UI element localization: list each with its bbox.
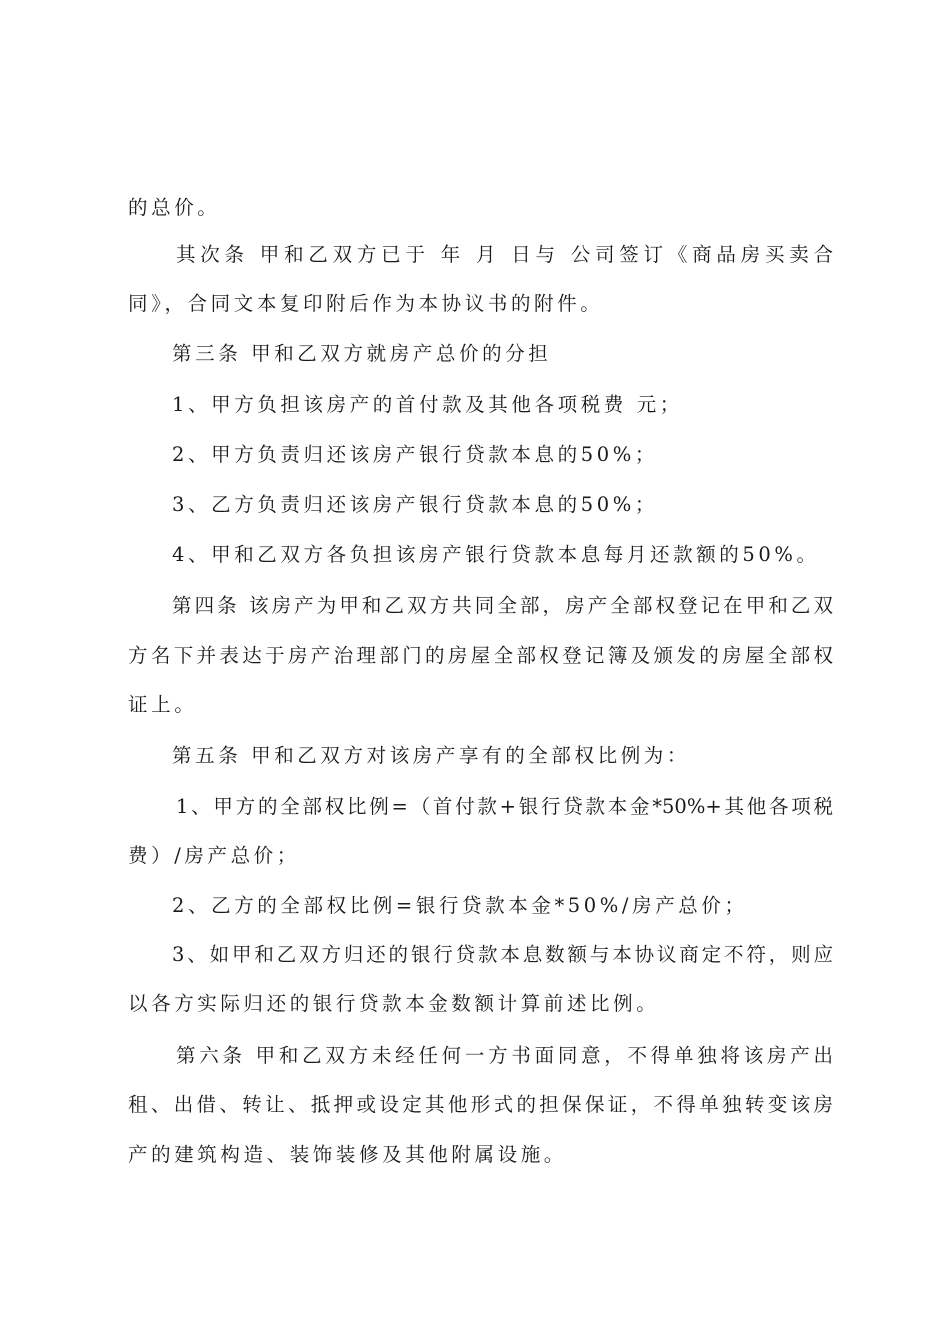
text-line-20: 产的建筑构造、装饰装修及其他附属设施。 [128,1143,567,1166]
text-line-6: 2、甲方负责归还该房产银行贷款本息的50%； [172,443,658,466]
text-line-14: 费）/房产总价； [128,844,300,867]
text-line-1: 的总价。 [128,196,221,219]
text-line-19: 租、出借、转让、抵押或设定其他形式的担保保证，不得单独转变该房 [128,1093,833,1116]
text-line-13: 1、甲方的全部权比例=（首付款+银行贷款本金*50%+其他各项税 [176,795,833,818]
text-line-2: 其次条 甲和乙双方已于 年 月 日与 公司签订《商品房买卖合 [176,243,833,266]
text-line-8: 4、甲和乙双方各负担该房产银行贷款本息每月还款额的50%。 [172,543,820,566]
text-line-3: 同》，合同文本复印附后作为本协议书的附件。 [128,292,604,315]
text-line-11: 证上。 [128,693,198,716]
text-line-4: 第三条 甲和乙双方就房产总价的分担 [172,342,552,365]
text-line-5: 1、甲方负担该房产的首付款及其他各项税费 元； [172,393,683,416]
text-line-17: 以各方实际归还的银行贷款本金数额计算前述比例。 [128,992,660,1015]
text-line-7: 3、乙方负责归还该房产银行贷款本息的50%； [172,493,658,516]
text-line-12: 第五条 甲和乙双方对该房产享有的全部权比例为： [172,744,690,767]
text-line-18: 第六条 甲和乙双方未经任何一方书面同意，不得单独将该房产出 [176,1044,833,1067]
text-line-15: 2、乙方的全部权比例=银行贷款本金*50%/房产总价； [172,894,748,917]
text-line-9: 第四条 该房产为甲和乙双方共同全部，房产全部权登记在甲和乙双 [172,594,833,617]
text-line-16: 3、如甲和乙双方归还的银行贷款本息数额与本协议商定不符，则应 [172,943,833,966]
text-line-10: 方名下并表达于房产治理部门的房屋全部权登记簿及颁发的房屋全部权 [128,644,833,667]
